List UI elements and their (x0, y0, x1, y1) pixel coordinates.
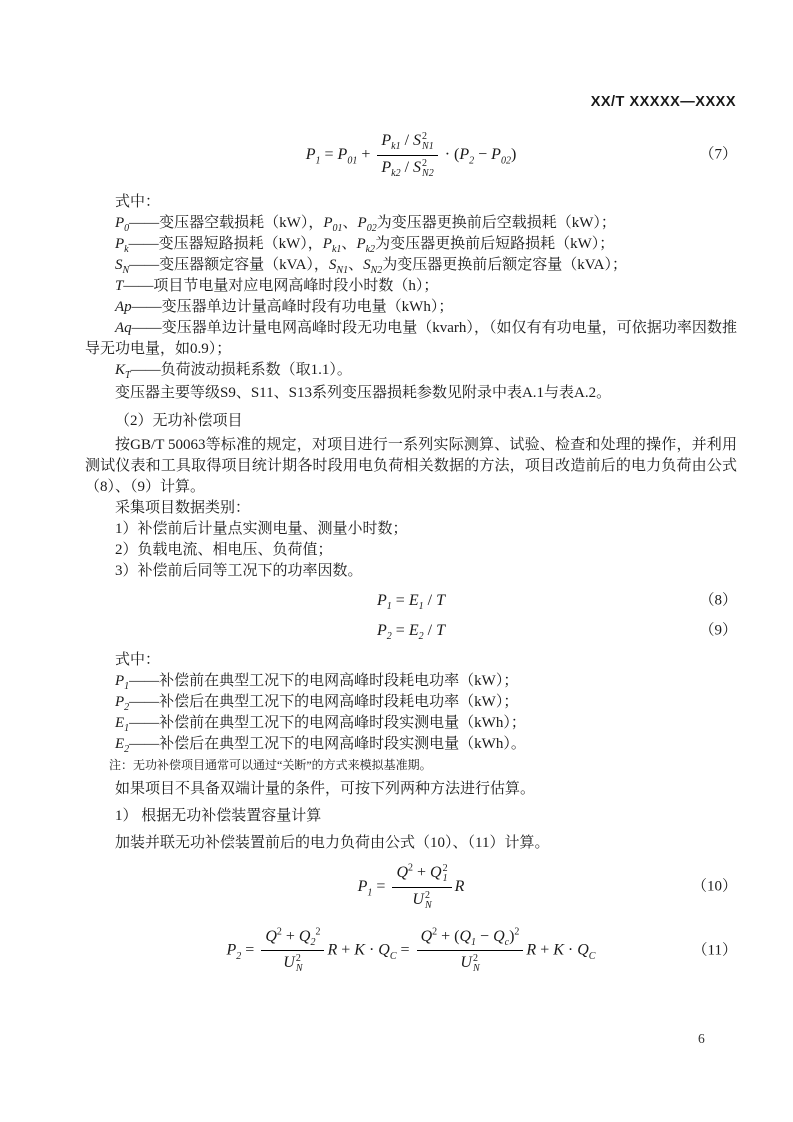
formula-9: $P_2 = E_2 / T$ (377, 621, 445, 642)
page-content (85, 128, 737, 978)
definition-p0: $P_0——$变压器空载损耗（kW），$P_{01}$、$P_{02}$为变压器更换前后空载损耗（kW）； (115, 215, 616, 234)
section-2-heading: （2）无功补偿项目 (115, 413, 243, 429)
note-line: 注：无功补偿项目通常可以通过“关断”的方式来模拟基准期。 (109, 758, 432, 772)
equation-9-number: （9） (699, 622, 737, 639)
para-transformer-series: 变压器主要等级S9、S11、S13系列变压器损耗参数见附录中表A.1与表A.2。 (115, 385, 612, 401)
equation-11 (85, 924, 737, 978)
definition-p1: $P_1——$补偿前在典型工况下的电网高峰时段耗电功率（kW）； (115, 673, 519, 692)
equation-8 (85, 590, 737, 612)
formula-11: $P_2$ = $Q^2 + Q_2^2$ U 2 N $R + K \cdot Q_C$ = $Q^2 + (Q_1 - Q_c)^2$ U 2 N $R + K \cdot Q_C$ (226, 926, 596, 975)
definition-e1: $E_1——$补偿前在典型工况下的电网高峰时段实测电量（kWh）； (115, 715, 526, 734)
list-item-1: 1）补偿前后计量点实测电量、测量小时数； (115, 521, 408, 537)
definition-kt: $K_T——$负荷波动损耗系数（取1.1）。 (115, 362, 352, 381)
equation-10-number: （10） (691, 878, 737, 895)
definition-t: T——项目节电量对应电网高峰时段小时数（h）； (115, 278, 439, 294)
list-item-2: 2）负载电流、相电压、负荷值； (115, 542, 333, 558)
para-gbt-method: 按GB/T 50063等标准的规定，对项目进行一系列实际测算、试验、检查和处理的操作，并利用测试仪表和工具取得项目统计期各时段用电负荷相关数据的方法，项目改造前后的电力负荷由公式（8）、（9）计算。 (85, 437, 737, 495)
para-install-compensation: 加装并联无功补偿装置前后的电力负荷由公式（10）、（11）计算。 (115, 835, 550, 851)
definition-e2: $E_2——$补偿后在典型工况下的电网高峰时段实测电量（kWh）。 (115, 736, 526, 755)
equation-11-number: （11） (692, 942, 737, 959)
equation-7 (85, 130, 737, 180)
equation-7-number: （7） (699, 146, 737, 163)
definition-p2: $P_2——$补偿后在典型工况下的电网高峰时段耗电功率（kW）； (115, 694, 519, 713)
para-data-categories: 采集项目数据类别： (115, 500, 251, 516)
formula-7: $P_1 = P_{01}$ + $P_{k1}$ / S 2 N1 $P_{k2}$ / S 2 N2 · $(P_2 - P_{02})$ (305, 130, 517, 179)
page-number: 6 (698, 1031, 705, 1046)
definition-aq: Aq——变压器单边计量电网高峰时段无功电量（kvarh），（如仅有有功电量，可依据功率因数推导无功电量，如0.9）； (85, 320, 737, 357)
method-1-heading: 1） 根据无功补偿装置容量计算 (115, 808, 322, 824)
equation-9 (85, 620, 737, 642)
formula-10: $P_1$ = $Q^2 + Q$ 2 1 U 2 N R (357, 862, 465, 911)
page-header (591, 94, 736, 110)
formula-8: $P_1 = E_1 / T$ (377, 591, 445, 612)
where-label-1: 式中： (115, 194, 161, 210)
equation-8-number: （8） (699, 592, 737, 609)
list-item-3: 3）补偿前后同等工况下的功率因数。 (115, 563, 363, 579)
definition-ap: Ap——变压器单边计量高峰时段有功电量（kWh）； (115, 299, 454, 315)
definition-pk: $P_k——$变压器短路损耗（kW），$P_{k1}$、$P_{k2}$为变压器更换前后短路损耗（kW）； (115, 236, 615, 255)
equation-10 (85, 862, 737, 912)
where-label-2: 式中： (115, 652, 161, 668)
doc-code: XX/T XXXXX—XXXX (590, 94, 736, 110)
para-estimation: 如果项目不具备双端计量的条件，可按下列两种方法进行估算。 (115, 781, 536, 797)
definition-sn: $S_N——$变压器额定容量（kVA），$S_{N1}$、$S_{N2}$为变压器更换前后额定容量（kVA）； (115, 257, 627, 276)
